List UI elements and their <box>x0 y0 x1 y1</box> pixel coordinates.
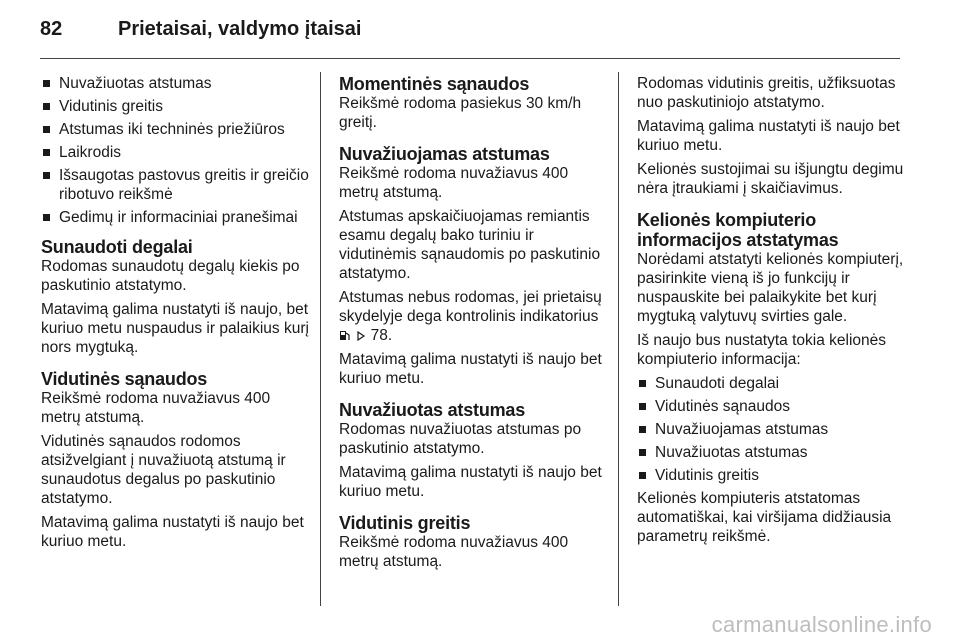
page-number: 82 <box>40 18 63 40</box>
bullet-square-icon <box>43 149 50 156</box>
list-item: Vidutinės sąnaudos <box>637 397 907 416</box>
section-range <box>339 144 609 388</box>
paragraph: Reikšmė rodoma nuvažiavus 400 metrų atstumą. <box>339 534 569 570</box>
page-header <box>40 18 361 48</box>
section-heading: Vidutinės sąnaudos <box>41 369 208 389</box>
section-fuel-used <box>41 237 309 357</box>
bullet-square-icon <box>43 80 50 87</box>
paragraph: Rodomas vidutinis greitis, užfiksuotas nuo paskutiniojo atstatymo. <box>637 75 896 111</box>
list-item: Nuvažiuotas atstumas <box>41 74 309 93</box>
section-heading: Vidutinis greitis <box>339 513 471 533</box>
bullet-square-icon <box>43 126 50 133</box>
bullet-square-icon <box>639 380 646 387</box>
list-item: Atstumas iki techninės priežiūros <box>41 120 309 139</box>
paragraph: Rodomas sunaudotų degalų kiekis po paskutinio atstatymo. <box>41 258 300 294</box>
section-average-consumption <box>41 369 309 551</box>
bullet-square-icon <box>43 103 50 110</box>
section-heading: Sunaudoti degalai <box>41 237 193 257</box>
page-reference-icon <box>356 331 366 341</box>
list-item: Nuvažiuotas atstumas <box>637 443 907 462</box>
section-heading: Momentinės sąnaudos <box>339 74 530 94</box>
paragraph: Norėdami atstatyti kelionės kompiuterį, pasirinkite vieną iš jo funkcijų ir nuspauskite bei palaikykite bet kurį mygtuką valytuvų svirties gale. <box>637 251 904 325</box>
list-item: Sunaudoti degalai <box>637 374 907 393</box>
bullet-square-icon <box>639 426 646 433</box>
list-item: Gedimų ir informaciniai pranešimai <box>41 208 309 227</box>
column-divider-2 <box>618 72 619 606</box>
bullet-square-icon <box>43 172 50 179</box>
paragraph: Matavimą galima nustatyti iš naujo, bet kuriuo metu nuspaudus ir palaikius kurį nors mygtuką. <box>41 301 309 356</box>
paragraph: Atstumas apskaičiuojamas remiantis esamu degalų bako turiniu ir vidutinėmis sąnaudomis po paskutinio atstatymo. <box>339 208 601 282</box>
reset-list <box>637 374 907 485</box>
info-list <box>41 74 309 227</box>
paragraph: Kelionės kompiuteris atstatomas automatiškai, kai viršijama didžiausia parametrų reikšmė. <box>637 490 892 545</box>
bullet-square-icon <box>639 472 646 479</box>
bullet-square-icon <box>639 449 646 456</box>
page-title: Prietaisai, valdymo įtaisai <box>118 18 362 40</box>
section-average-speed <box>339 513 609 571</box>
paragraph: Rodomas nuvažiuotas atstumas po paskutinio atstatymo. <box>339 421 582 457</box>
column-divider-1 <box>320 72 321 606</box>
list-item: Vidutinis greitis <box>41 97 309 116</box>
watermark: carmanualsonline.info <box>711 612 932 637</box>
paragraph: Matavimą galima nustatyti iš naujo bet kuriuo metu. <box>339 464 602 500</box>
paragraph: Matavimą galima nustatyti iš naujo bet kuriuo metu. <box>41 514 304 550</box>
bullet-square-icon <box>43 214 50 221</box>
section-heading: Kelionės kompiuterio informacijos atstatymas <box>637 210 839 250</box>
fuel-warning-lamp-icon <box>339 330 350 341</box>
paragraph: Matavimą galima nustatyti iš naujo bet kuriuo metu. <box>637 118 900 154</box>
section-heading: Nuvažiuotas atstumas <box>339 400 526 420</box>
paragraph: Vidutinės sąnaudos rodomos atsižvelgiant į nuvažiuotą atstumą ir sunaudotus degalus po paskutinio atstatymo. <box>41 433 286 507</box>
paragraph: Reikšmė rodoma pasiekus 30 km/h greitį. <box>339 95 582 131</box>
paragraph: Kelionės sustojimai su išjungtu degimu nėra įtraukiami į skaičiavimus. <box>637 161 904 197</box>
paragraph: Matavimą galima nustatyti iš naujo bet kuriuo metu. <box>339 351 602 387</box>
paragraph-indicator: Atstumas nebus rodomas, jei prietaisų skydelyje dega kontrolinis indikatorius 78. <box>339 289 602 344</box>
paragraph: Reikšmė rodoma nuvažiavus 400 metrų atstumą. <box>41 390 271 426</box>
section-heading: Nuvažiuojamas atstumas <box>339 144 550 164</box>
column-3 <box>637 74 907 551</box>
column-2 <box>339 74 609 576</box>
list-item: Nuvažiuojamas atstumas <box>637 420 907 439</box>
bullet-square-icon <box>639 403 646 410</box>
column-1 <box>41 74 309 556</box>
section-instant-consumption <box>339 74 609 132</box>
paragraph: Reikšmė rodoma nuvažiavus 400 metrų atstumą. <box>339 165 569 201</box>
list-item: Laikrodis <box>41 143 309 162</box>
paragraph: Iš naujo bus nustatyta tokia kelionės kompiuterio informacija: <box>637 332 887 368</box>
header-divider <box>40 58 900 59</box>
section-trip-computer-reset <box>637 210 907 546</box>
list-item: Išsaugotas pastovus greitis ir greičio ribotuvo reikšmė <box>41 166 309 204</box>
list-item: Vidutinis greitis <box>637 466 907 485</box>
section-distance-travelled <box>339 400 609 501</box>
